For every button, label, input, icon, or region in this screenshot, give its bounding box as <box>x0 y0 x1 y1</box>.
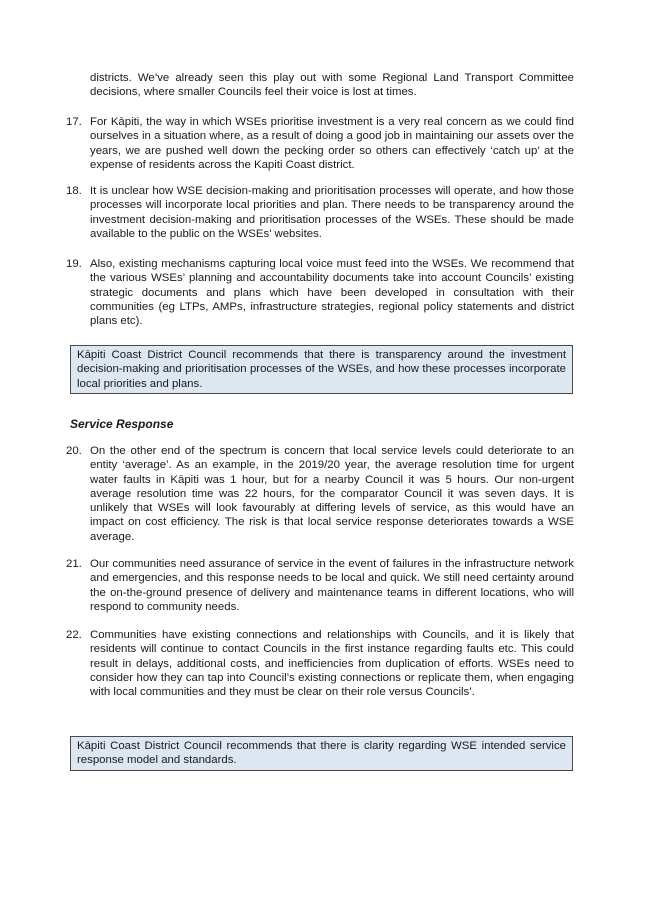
item-number: 22. <box>66 629 82 641</box>
list-item-21 <box>66 557 574 614</box>
item-number: 21. <box>66 558 82 570</box>
item-text: Also, existing mechanisms capturing local voice must feed into the WSEs. We recommend that the various WSEs’ planning and accountability documents take into account Councils’ existing strategic documents and plans which have been developed in consultation with their communities (eg LTPs, AMPs, infrastructure strategies, regional policy statements and district plans etc). <box>90 258 574 328</box>
item-number: 18. <box>66 185 82 197</box>
item-number: 17. <box>66 116 82 128</box>
item-text: Our communities need assurance of service in the event of failures in the infrastructure network and emergencies, and this response needs to be local and quick. We still need certainty around the on-the-ground presence of delivery and maintenance teams in different locations, who will respond to community needs. <box>90 558 574 613</box>
list-item-17 <box>66 115 574 172</box>
item-text: On the other end of the spectrum is concern that local service levels could deteriorate to an entity ‘average’. As an example, in the 2019/20 year, the average resolution time for urgent water faults in Kāpiti was 1 hour, but for a nearby Council it was 5 hours. Our non-urgent average resolution time was 22 hours, for the comparator Council it was seven days. It is unlikely that WSEs will look favourably at differing levels of service, as this would have an impact on cost efficiency. The risk is that local service response deteriorates towards a WSE average. <box>90 445 574 543</box>
recommendation-box-transparency: Kāpiti Coast District Council recommends that there is transparency around the investment decision-making and prioritisation processes of the WSEs, and how these processes incorporate local priorities and plans. <box>70 345 573 394</box>
section-heading-service-response: Service Response <box>70 417 174 431</box>
list-item-18 <box>66 184 574 241</box>
list-item-19 <box>66 257 574 328</box>
item-text: It is unclear how WSE decision-making and prioritisation processes will operate, and how those processes will incorporate local priorities and plan. There needs to be transparency around the investment decision-making and prioritisation processes of the WSEs. These should be made available to the public on the WSEs’ websites. <box>90 185 574 240</box>
item-number: 20. <box>66 445 82 457</box>
list-item-20 <box>66 444 574 544</box>
continuation-paragraph: districts. We’ve already seen this play out with some Regional Land Transport Committee decisions, where smaller Councils feel their voice is lost at times. <box>90 72 574 99</box>
list-item-22 <box>66 628 574 699</box>
item-text: For Kāpiti, the way in which WSEs prioritise investment is a very real concern as we could find ourselves in a situation where, as a result of doing a good job in maintaining our assets over the years, we are pushed well down the pecking order so others can effectively ‘catch up’ at the expense of residents across the Kapiti Coast district. <box>90 116 574 171</box>
item-number: 19. <box>66 258 82 270</box>
item-text: Communities have existing connections and relationships with Councils, and it is likely that residents will continue to contact Councils in the first instance regarding faults etc. This could result in delays, additional costs, and inefficiencies from duplication of efforts. WSEs need to consider how they can tap into Council’s existing connections or replicate them, when engaging with local communities and they must be clear on their role versus Councils’. <box>90 629 574 699</box>
recommendation-box-service-response: Kāpiti Coast District Council recommends that there is clarity regarding WSE intended service response model and standards. <box>70 736 573 771</box>
